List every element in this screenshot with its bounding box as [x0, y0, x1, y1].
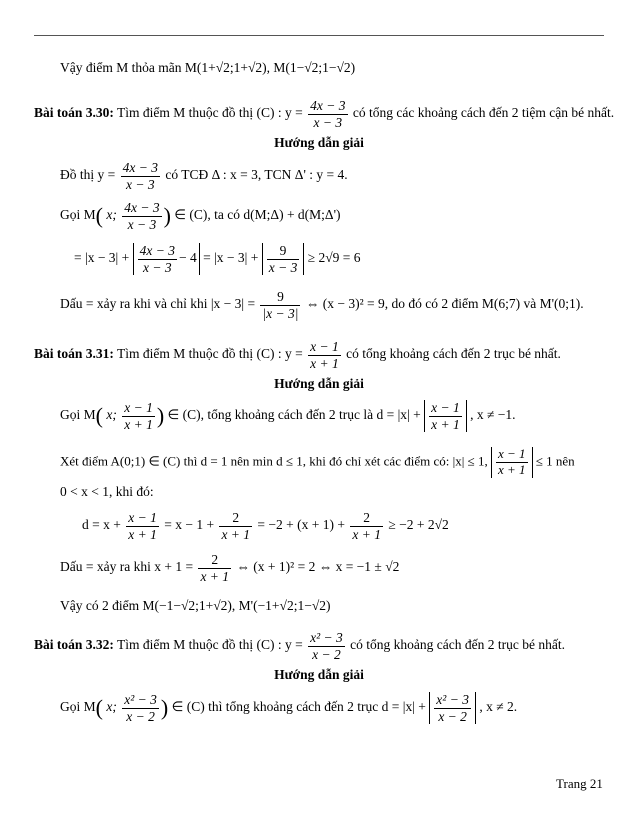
- problem-3-31: Bài toán 3.31: Tìm điểm M thuộc đồ thị (C) : y = $\frac{x - 1}{x + 1}$ có tổng khoảng cách đến 2 trục bé nhất.: [34, 339, 561, 371]
- step-conclusion: Vậy có 2 điểm M(−1−√2;1+√2), M'(−1+√2;1−√2): [60, 598, 331, 613]
- header-rule: [34, 35, 604, 36]
- conclusion-line: Vậy điểm M thỏa mãn M(1+√2;1+√2), M(1−√2;1−√2): [60, 60, 356, 75]
- step-point-m: Gọi M( x; $\frac{4x - 3}{x - 3}$ ) ∈ (C), ta có d(M;Δ) + d(M;Δ'): [60, 200, 341, 232]
- solution-heading: Hướng dẫn giải: [274, 135, 364, 150]
- step-inequality: = |x − 3| + $\frac{4x - 3}{x - 3}$ − 4 = |x − 3| + $\frac{9}{x - 3}$ ≥ 2√9 = 6: [74, 243, 361, 275]
- solution-heading: Hướng dẫn giải: [274, 376, 364, 391]
- fraction: $\frac{4x - 3}{x - 3}$: [310, 98, 346, 130]
- problem-label: Bài toán 3.32:: [34, 637, 114, 653]
- page-number: Trang 21: [556, 776, 603, 791]
- step-range: 0 < x < 1, khi đó:: [60, 484, 154, 499]
- problem-label: Bài toán 3.31:: [34, 346, 114, 362]
- problem-label: Bài toán 3.30:: [34, 105, 114, 121]
- step-equality: Dấu = xảy ra khi và chỉ khi |x − 3| = $\frac{9}{|x - 3|}$ ⇔ (x − 3)² = 9, do đó có 2 điểm M(6;7) và M'(0;1).: [60, 289, 584, 321]
- problem-3-32: Bài toán 3.32: Tìm điểm M thuộc đồ thị (C) : y = $\frac{\text{x² − 3}}{x - 2}$ có tổng khoảng cách đến 2 trục bé nhất.: [34, 630, 565, 662]
- step-d-expression: d = x + $\frac{x - 1}{x + 1}$ = x − 1 + $\frac{2}{x + 1}$ = −2 + (x + 1) + $\frac{2}{x + 1}$ ≥ −2 + 2√2: [82, 510, 449, 542]
- step-asymptotes: Đồ thị y = $\frac{4x - 3}{x - 3}$ có TCĐ Δ : x = 3, TCN Δ' : y = 4.: [60, 160, 348, 192]
- step-equality-2: Dấu = xảy ra khi x + 1 = $\frac{2}{x + 1}$ ⇔ (x + 1)² = 2 ⇔ x = −1 ± √2: [60, 552, 400, 584]
- solution-heading: Hướng dẫn giải: [274, 667, 364, 682]
- step-distance-sum: Gọi M( x; $\frac{x - 1}{x + 1}$ ) ∈ (C), tổng khoảng cách đến 2 trục là d = |x| + $\frac{x - 1}{x + 1}$ , x ≠ −1.: [60, 400, 516, 432]
- problem-3-30: Bài toán 3.30: Tìm điểm M thuộc đồ thị (C) : y = $\frac{4x - 3}{x - 3}$ có tổng các khoảng cách đến 2 tiệm cận bé nhất.: [34, 98, 615, 130]
- step-consider-point-a: Xét điểm A(0;1) ∈ (C) thì d = 1 nên min d ≤ 1, khi đó chỉ xét các điểm có: |x| ≤ 1, $\frac{x - 1}{x + 1}$ ≤ 1 nên: [60, 446, 575, 477]
- step-distance-sum-2: Gọi M( x; $\frac{\text{x² − 3}}{x - 2}$ ) ∈ (C) thì tổng khoảng cách đến 2 trục d = |x| + $\frac{\text{x² − 3}}{x - 2}$ , x ≠ 2.: [60, 692, 518, 724]
